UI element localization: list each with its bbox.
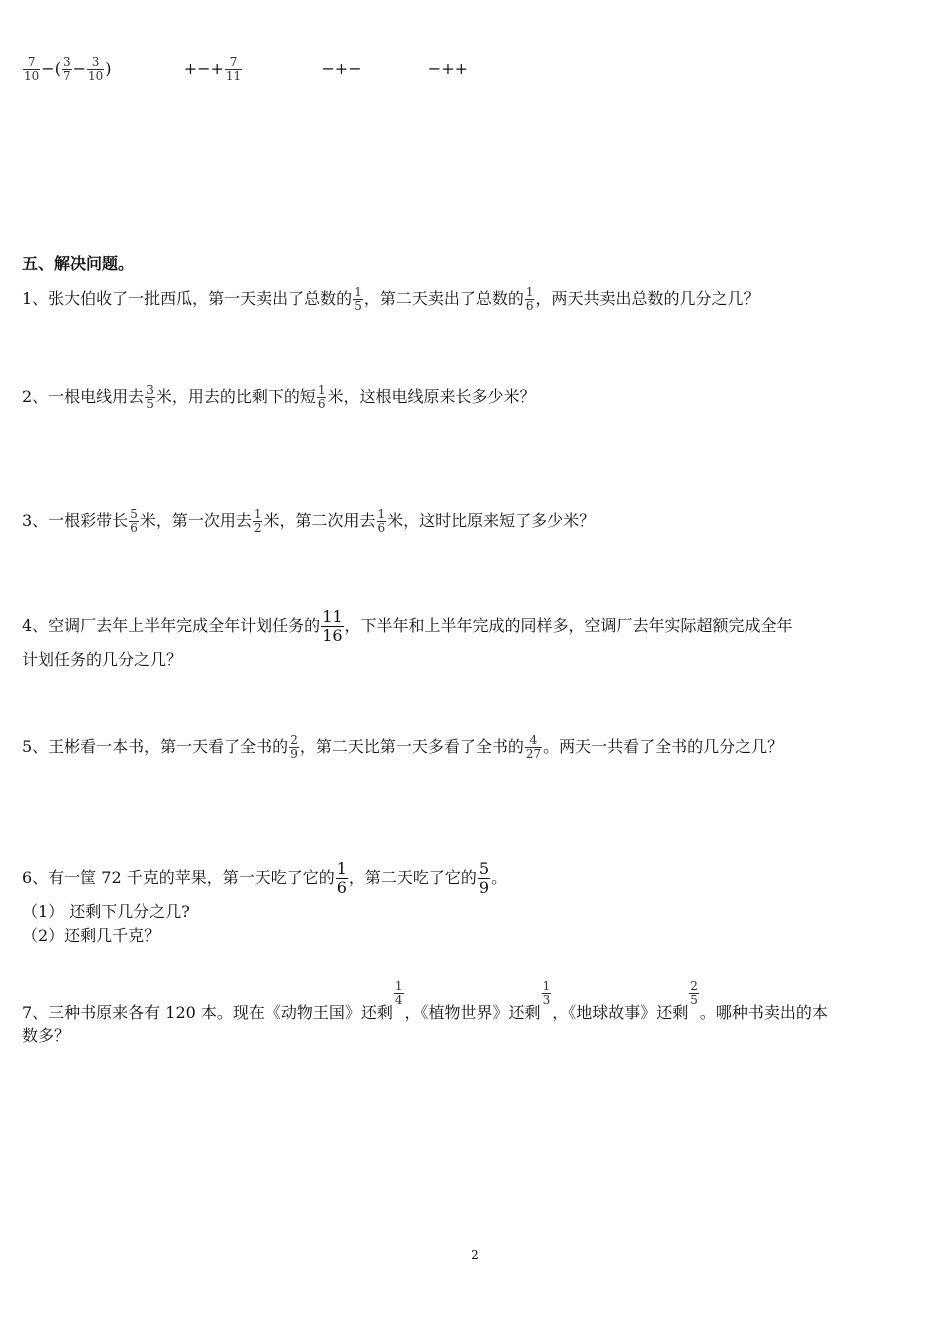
question-7-line-2: 数多？ [22, 1026, 71, 1045]
question-2: 2、一根电线用去 $\frac{3}{5}$ 米，用去的比剩下的短 $\frac{1}{6}$ 米，这根电线原来长多少米？ [22, 383, 536, 411]
fraction: $\frac{3}{5}$ [146, 383, 154, 411]
question-1: 1、张大伯收了一批西瓜，第一天卖出了总数的 $\frac{1}{5}$ ，第二天卖出了总数的 $\frac{1}{6}$ ，两天共卖出总数的几分之几？ [22, 285, 760, 313]
page-number: 2 [471, 1248, 479, 1262]
fraction: $\frac{1}{5}$ [354, 285, 362, 313]
fraction: $\frac{1}{6}$ [336, 859, 347, 897]
calc-row: $\frac{7}{10}$ −( $\frac{3}{7}$ − $\frac{3}{10}$ ) +−+ $\frac{7}{11}$ −+− −++ [24, 55, 469, 83]
expression-4: −++ [427, 59, 469, 78]
fraction: $\frac{7}{10}$ [24, 55, 40, 83]
expression-3: −+− [321, 59, 362, 78]
fraction: $\frac{1}{6}$ [317, 383, 326, 411]
question-3: 3、一根彩带长 $\frac{5}{6}$ 米，第一次用去 $\frac{1}{2}$ 米，第二次用去 $\frac{1}{6}$ 米，这时比原来短了多少米？ [22, 507, 596, 535]
fraction: $\frac{3}{7}$ [62, 55, 71, 83]
fraction: $\frac{2}{5}$ [690, 979, 698, 1007]
expression-2: +−+ [183, 59, 224, 78]
question-6: 6、有一筐 72 千克的苹果，第一天吃了它的 $\frac{1}{6}$ ，第二天吃了它的 $\frac{5}{9}$ 。 [22, 859, 508, 897]
fraction: $\frac{1}{4}$ [394, 979, 403, 1007]
fraction: $\frac{7}{11}$ [225, 55, 242, 83]
question-4-line-2: 计划任务的几分之几？ [22, 650, 183, 669]
fraction: $\frac{1}{2}$ [253, 507, 262, 535]
question-7: 7、三种书原来各有 120 本。现在《动物王国》还剩 $\frac{1}{4}$ ，《植物世界》还剩 $\frac{1}{3}$ ，《地球故事》还剩 $\frac{2}{5}$ 。哪种书卖出的本 [22, 979, 828, 1022]
fraction: $\frac{5}{9}$ [478, 859, 490, 897]
fraction: $\frac{4}{27}$ [525, 733, 542, 761]
fraction: $\frac{2}{9}$ [290, 733, 298, 761]
fraction: $\frac{5}{6}$ [130, 507, 138, 535]
question-5: 5、王彬看一本书，第一天看了全书的 $\frac{2}{9}$ ，第二天比第一天多看了全书的 $\frac{4}{27}$ 。两天一共看了全书的几分之几？ [22, 733, 784, 761]
fraction: $\frac{1}{3}$ [542, 979, 551, 1007]
question-4: 4、空调厂去年上半年完成全年计划任务的 $\frac{11}{16}$ ，下半年和上半年完成的同样多，空调厂去年实际超额完成全年 [22, 607, 793, 645]
fraction: $\frac{11}{16}$ [322, 607, 343, 645]
question-6-sub-2: （2）还剩几千克？ [22, 926, 161, 945]
fraction: $\frac{3}{10}$ [87, 55, 104, 83]
fraction: $\frac{1}{6}$ [377, 507, 386, 535]
fraction: $\frac{1}{6}$ [525, 285, 534, 313]
section-heading: 五、解决问题。 [22, 254, 135, 273]
question-6-sub-1: （1） 还剩下几分之几? [22, 902, 190, 921]
